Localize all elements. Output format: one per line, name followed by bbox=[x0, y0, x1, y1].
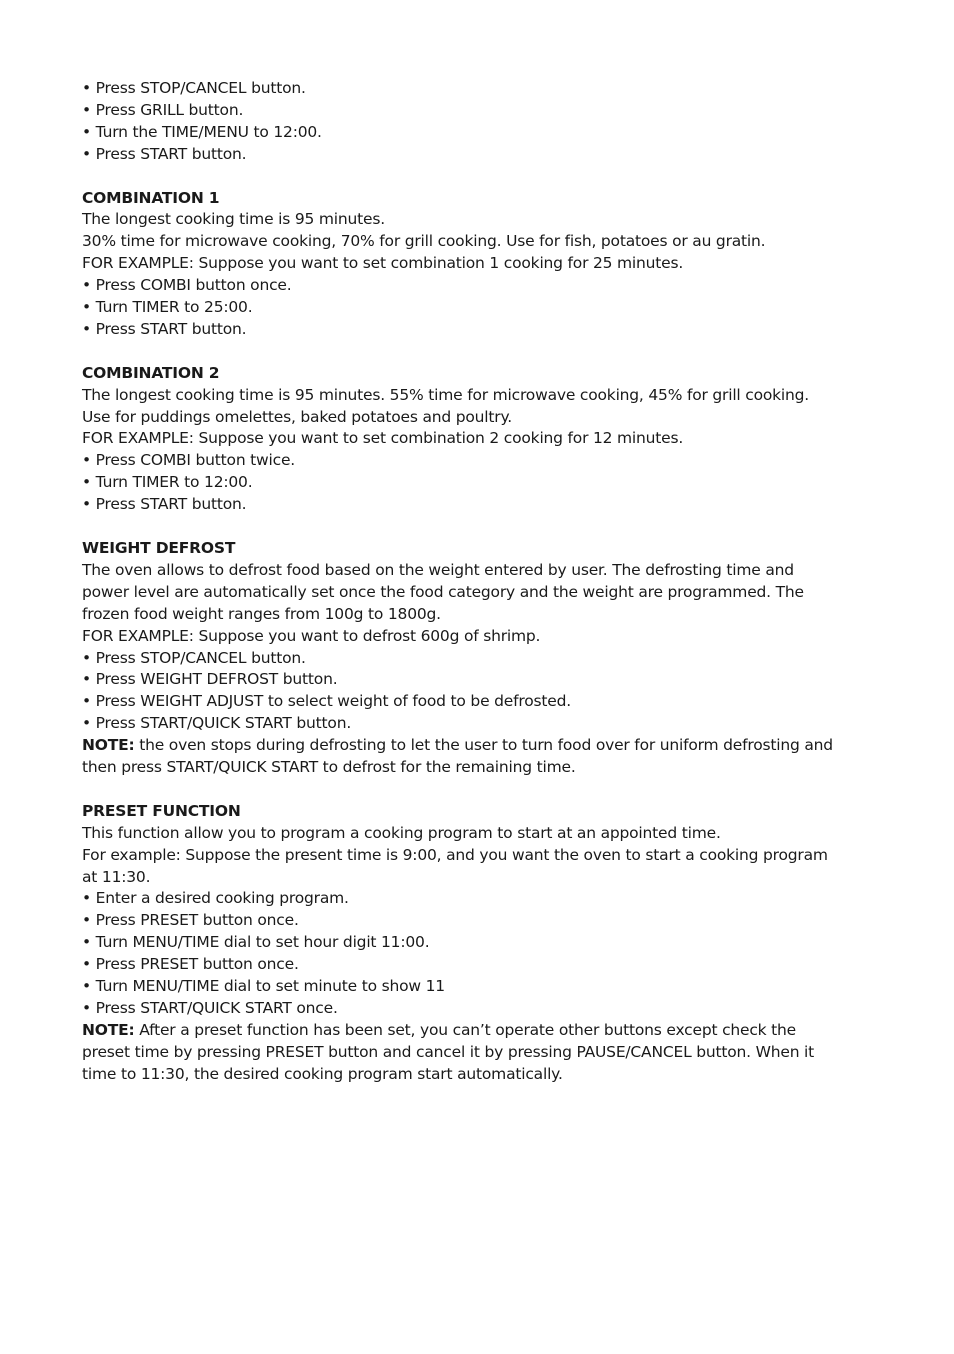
section-preset-function bbox=[82, 801, 882, 1086]
list-item: • Press PRESET button once. bbox=[82, 911, 299, 930]
note-text: After a preset function has been set, you can’t operate other buttons except check the bbox=[134, 1020, 797, 1039]
paragraph-line: frozen food weight ranges from 100g to 1800g. bbox=[82, 604, 441, 623]
list-item: • Press START button. bbox=[82, 495, 247, 514]
intro-steps bbox=[82, 78, 882, 166]
note-continuation: preset time by pressing PRESET button and cancel it by pressing PAUSE/CANCEL button. When it bbox=[82, 1042, 815, 1061]
list-item: • Turn the TIME/MENU to 12:00. bbox=[82, 122, 322, 141]
paragraph-line: For example: Suppose the present time is 9:00, and you want the oven to start a cooking program bbox=[82, 845, 828, 864]
note bbox=[82, 735, 882, 757]
paragraph-line: The oven allows to defrost food based on the weight entered by user. The defrosting time and bbox=[82, 560, 794, 579]
list-item: • Press START button. bbox=[82, 144, 247, 163]
spacer bbox=[82, 341, 882, 363]
list-item: • Turn MENU/TIME dial to set minute to show 11 bbox=[82, 977, 445, 996]
list-item: • Turn TIMER to 25:00. bbox=[82, 298, 253, 317]
list-item: • Press PRESET button once. bbox=[82, 955, 299, 974]
list-item: • Press WEIGHT ADJUST to select weight of food to be defrosted. bbox=[82, 692, 571, 711]
section-heading: COMBINATION 1 bbox=[82, 188, 220, 207]
list-item: • Turn MENU/TIME dial to set hour digit 11:00. bbox=[82, 933, 430, 952]
list-item: • Press START/QUICK START once. bbox=[82, 999, 338, 1017]
list-item: • Press START button. bbox=[82, 319, 247, 338]
note-continuation: then press START/QUICK START to defrost for the remaining time. bbox=[82, 758, 576, 777]
note-continuation: time to 11:30, the desired cooking program start automatically. bbox=[82, 1064, 563, 1083]
paragraph-line: power level are automatically set once the food category and the weight are programmed. The bbox=[82, 582, 804, 601]
section-combination-2 bbox=[82, 363, 882, 516]
paragraph-line: The longest cooking time is 95 minutes. 55% time for microwave cooking, 45% for grill cooking. bbox=[82, 385, 810, 404]
section-combination-1 bbox=[82, 188, 882, 341]
section-weight-defrost bbox=[82, 538, 882, 779]
note bbox=[82, 1020, 882, 1042]
note-label: NOTE: bbox=[82, 736, 135, 755]
note-text: the oven stops during defrosting to let the user to turn food over for uniform defrosting and bbox=[134, 736, 833, 755]
paragraph-line: at 11:30. bbox=[82, 867, 151, 886]
list-item: • Press STOP/CANCEL button. bbox=[82, 648, 306, 667]
list-item: • Press STOP/CANCEL button. bbox=[82, 79, 306, 97]
section-heading: WEIGHT DEFROST bbox=[82, 538, 236, 557]
document-page bbox=[82, 78, 882, 1086]
spacer bbox=[82, 166, 882, 188]
list-item: • Turn TIMER to 12:00. bbox=[82, 473, 253, 492]
paragraph-line: FOR EXAMPLE: Suppose you want to set combination 2 cooking for 12 minutes. bbox=[82, 429, 684, 448]
list-item: • Press COMBI button once. bbox=[82, 276, 292, 295]
list-item: • Press GRILL button. bbox=[82, 100, 244, 119]
list-item: • Press START/QUICK START button. bbox=[82, 714, 352, 733]
paragraph-line: FOR EXAMPLE: Suppose you want to set combination 1 cooking for 25 minutes. bbox=[82, 254, 684, 273]
paragraph-line: FOR EXAMPLE: Suppose you want to defrost 600g of shrimp. bbox=[82, 626, 541, 645]
spacer bbox=[82, 516, 882, 538]
paragraph-line: Use for puddings omelettes, baked potatoes and poultry. bbox=[82, 407, 512, 426]
list-item: • Enter a desired cooking program. bbox=[82, 889, 349, 908]
list-item: • Press WEIGHT DEFROST button. bbox=[82, 670, 338, 689]
paragraph-line: This function allow you to program a cooking program to start at an appointed time. bbox=[82, 823, 721, 842]
spacer bbox=[82, 779, 882, 801]
paragraph-line: 30% time for microwave cooking, 70% for grill cooking. Use for fish, potatoes or au gratin. bbox=[82, 232, 766, 251]
section-heading: PRESET FUNCTION bbox=[82, 801, 241, 820]
section-heading: COMBINATION 2 bbox=[82, 363, 220, 382]
paragraph-line: The longest cooking time is 95 minutes. bbox=[82, 210, 385, 229]
list-item: • Press COMBI button twice. bbox=[82, 451, 296, 470]
note-label: NOTE: bbox=[82, 1020, 135, 1039]
